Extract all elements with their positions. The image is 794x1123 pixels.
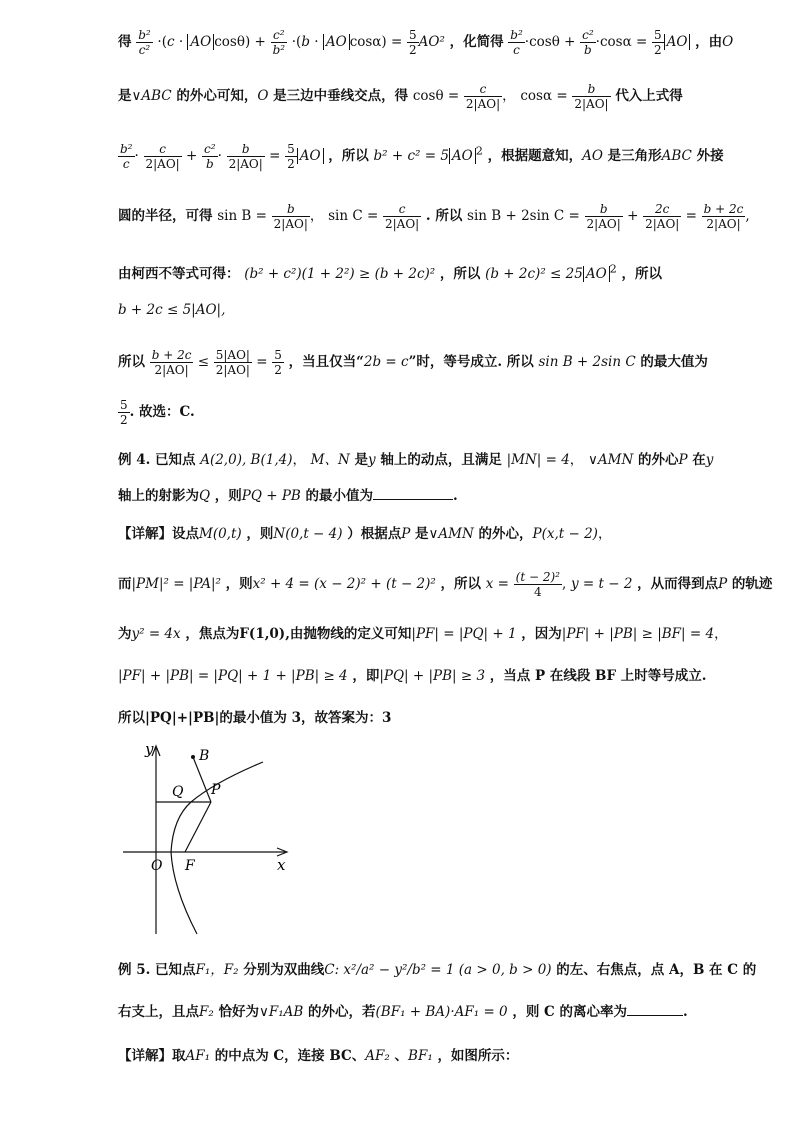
label-F: F: [185, 858, 195, 874]
answer-blank: [373, 499, 453, 500]
text-line: 圆的半径，可得 sin B = $\frac{b}{2|AO|}$ ， sin C = $\frac{c}{2|AO|}$ . 所以 sin B + 2sin C = $\frac{b}{2|AO|}$ + $\frac{2c}{2|AO|}$ = $\frac{b + 2c}{2|AO|}$ ,: [118, 202, 750, 231]
text-line: $\frac{5}{2}$ . 故选：C.: [120, 398, 195, 427]
label-y: y: [145, 740, 154, 758]
answer-blank: [627, 1015, 683, 1016]
solution-line: 而|PM|² = |PA|² ，则x² + 4 = (x − 2)² + (t − 2)² ，所以 x = $\frac{\text{(t − 2)²}}{4}$ , y = t − 2 ，从而得到点P 的轨迹: [118, 570, 773, 599]
text-line: $\frac{\text{b²}}{c}$ · $\frac{c}{2|AO|}$ + $\frac{\text{c²}}{b}$ · $\frac{b}{2|AO|}$ = $\frac{5}{2}$ AO ，所以 b² + c² = 5 AO $^2$ ，根据题意知，AO 是三角形ABC 外接: [120, 142, 724, 171]
point-B: [191, 755, 195, 759]
text-line: 由柯西不等式可得： (b² + c²)(1 + 2²) ≥ (b + 2c)² ，所以 (b + 2c)² ≤ 25 AO $^2$ ，所以: [118, 262, 663, 282]
label-O: O: [151, 858, 163, 874]
label-P: P: [211, 782, 221, 798]
label-Q: Q: [172, 784, 184, 800]
solution-line: 为y² = 4x ，焦点为F(1,0),由抛物线的定义可知|PF| = |PQ| + 1 ，因为|PF| + |PB| ≥ |BF| = 4，: [118, 626, 728, 642]
solution-line: |PF| + |PB| = |PQ| + 1 + |PB| ≥ 4 ，即|PQ| + |PB| ≥ 3 ，当点 P 在线段 BF 上时等号成立.: [118, 668, 707, 684]
solution-line: 【详解】设点M(0,t) ，则N(0,t − 4) ）根据点P 是∨AMN 的外心，P(x,t − 2)，: [118, 526, 612, 542]
label-B: B: [199, 748, 210, 764]
label-x: x: [277, 856, 286, 874]
text-line: 是∨ABC 的外心可知，O 是三边中垂线交点，得 cosθ = $\frac{c}{2|AO|}$ ， cosα = $\frac{b}{2|AO|}$ 代入上式得: [118, 82, 683, 111]
example-5-line-1: 例 5. 已知点F₁，F₂ 分别为双曲线C: x²/a² − y²/b² = 1 (a > 0, b > 0) 的左、右焦点，点 A，B 在 C 的: [118, 962, 757, 978]
solution-line: 【详解】取AF₁ 的中点为 C，连接 BC、AF₂ 、BF₁ ，如图所示：: [118, 1048, 519, 1064]
text-line: 得 $\frac{\text{b²}}{\text{c²}}$ ·(c · AO cosθ) + $\frac{\text{c²}}{\text{b²}}$ ·(b · AO cosα) = $\frac{5}{2}$ AO² ，化简得 $\frac{\text{b²}}{c}$ ·cosθ + $\frac{\text{c²}}{b}$ ·cosα = $\frac{5}{2}$ AO ，由O: [118, 28, 734, 57]
text-line: 所以 $\frac{b + 2c}{2|AO|}$ ≤ $\frac{5|AO|}{2|AO|}$ = $\frac{5}{2}$ ，当且仅当“2b = c”时，等号成立. 所以 sin B + 2sin C 的最大值为: [118, 348, 708, 377]
example-4-line-2: 轴上的射影为Q ，则PQ + PB 的最小值为 .: [118, 488, 458, 504]
parabola-figure: [115, 738, 295, 938]
example-4-line-1: 例 4. 已知点 A(2,0), B(1,4)， M、N 是y 轴上的动点，且满足 |MN| = 4， ∨AMN 的外心P 在y: [118, 452, 714, 468]
segment-PF: [185, 802, 211, 852]
solution-answer: 所以|PQ|+|PB|的最小值为 3，故答案为：3: [118, 710, 392, 726]
text-line: b + 2c ≤ 5|AO|,: [118, 302, 226, 318]
example-5-line-2: 右支上，且点F₂ 恰好为∨F₁AB 的外心，若(BF₁ + BA)·AF₁ = 0 ，则 C 的离心率为 .: [118, 1004, 688, 1020]
